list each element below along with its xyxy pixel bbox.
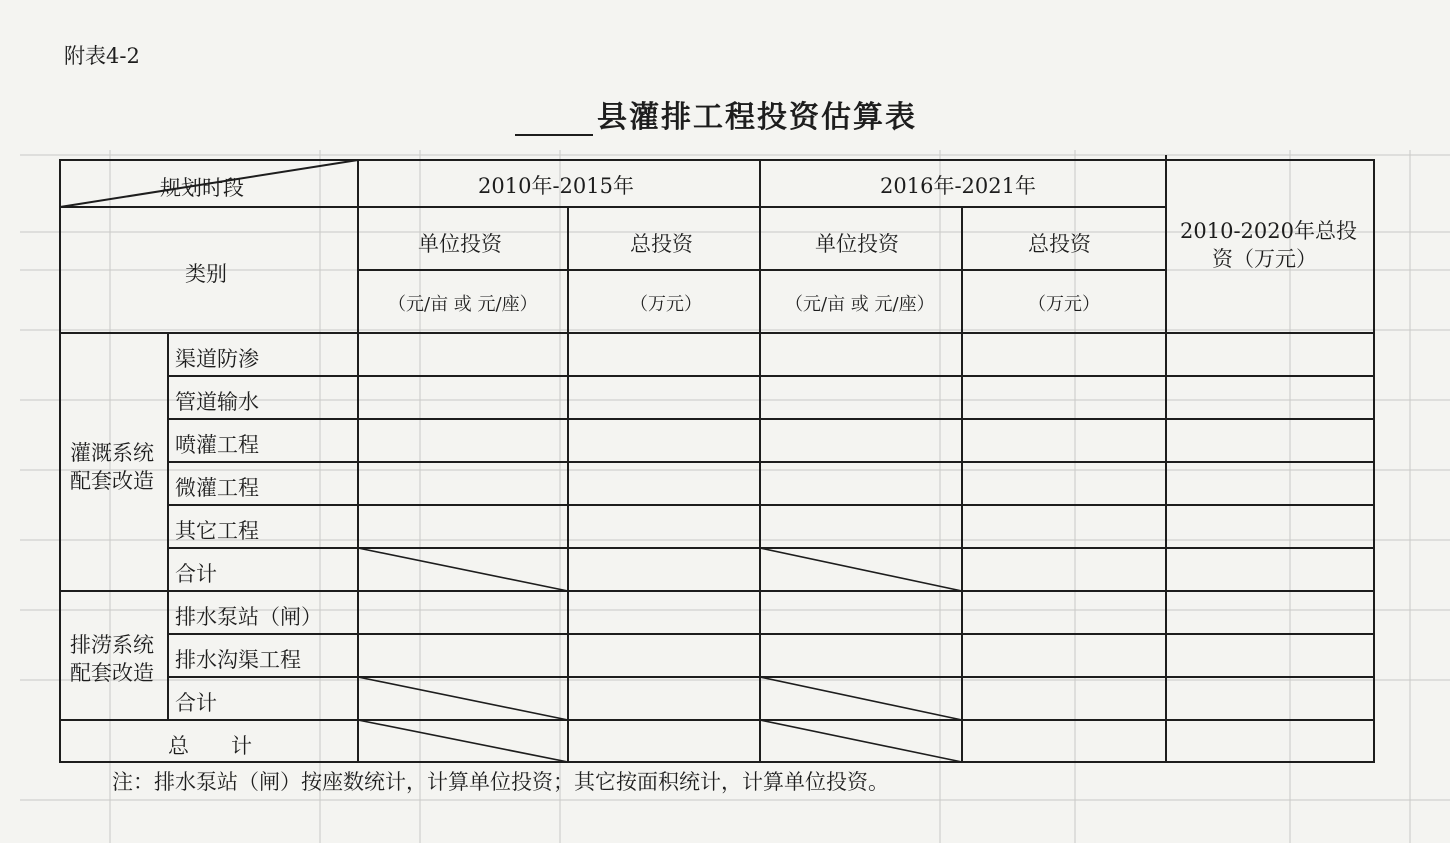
irrigation-group-label-line2: 配套改造 [70,469,154,493]
row-drainage-pump-station: 排水泵站（闸） [175,605,322,629]
p2-total-invest-unit: （万元） [1028,294,1100,315]
p2-total-invest-header: 总投资 [1028,232,1091,256]
row-sprinkler: 喷灌工程 [175,433,259,457]
table-footnote: 注：排水泵站（闸）按座数统计，计算单位投资；其它按面积统计，计算单位投资。 [112,770,889,794]
p1-total-invest-unit: （万元） [630,294,702,315]
category-label: 类别 [185,262,227,286]
period2-header: 2016年-2021年 [880,174,1036,198]
attachment-label: 附表4-2 [64,44,140,68]
p1-unit-invest-unit: （元/亩 或 元/座） [388,294,538,315]
row-other-works: 其它工程 [175,519,259,543]
p1-unit-invest-header: 单位投资 [418,232,502,256]
table-title [515,92,917,136]
row-grand-total: 总 计 [168,734,252,758]
p1-total-invest-header: 总投资 [630,232,693,256]
row-irrigation-subtotal: 合计 [175,562,217,586]
total-column-header-line1: 2010-2020年总投 [1180,219,1357,243]
title-text: 县灌排工程投资估算表 [597,100,917,135]
row-micro-irrigation: 微灌工程 [175,476,259,500]
period-label: 规划时段 [160,176,244,200]
period1-header: 2010年-2015年 [478,174,634,198]
row-pipe-conveyance: 管道输水 [175,390,259,414]
total-column-header-line2: 资（万元） [1212,247,1317,271]
row-drainage-ditch: 排水沟渠工程 [175,648,301,672]
p2-unit-invest-header: 单位投资 [815,232,899,256]
p2-unit-invest-unit: （元/亩 或 元/座） [785,294,935,315]
drainage-group-label-line1: 排涝系统 [70,633,154,657]
drainage-group-label-line2: 配套改造 [70,661,154,685]
row-canal-seepage: 渠道防渗 [175,347,259,371]
county-name-blank [515,104,593,136]
irrigation-group-label-line1: 灌溉系统 [70,441,154,465]
row-drainage-subtotal: 合计 [175,691,217,715]
